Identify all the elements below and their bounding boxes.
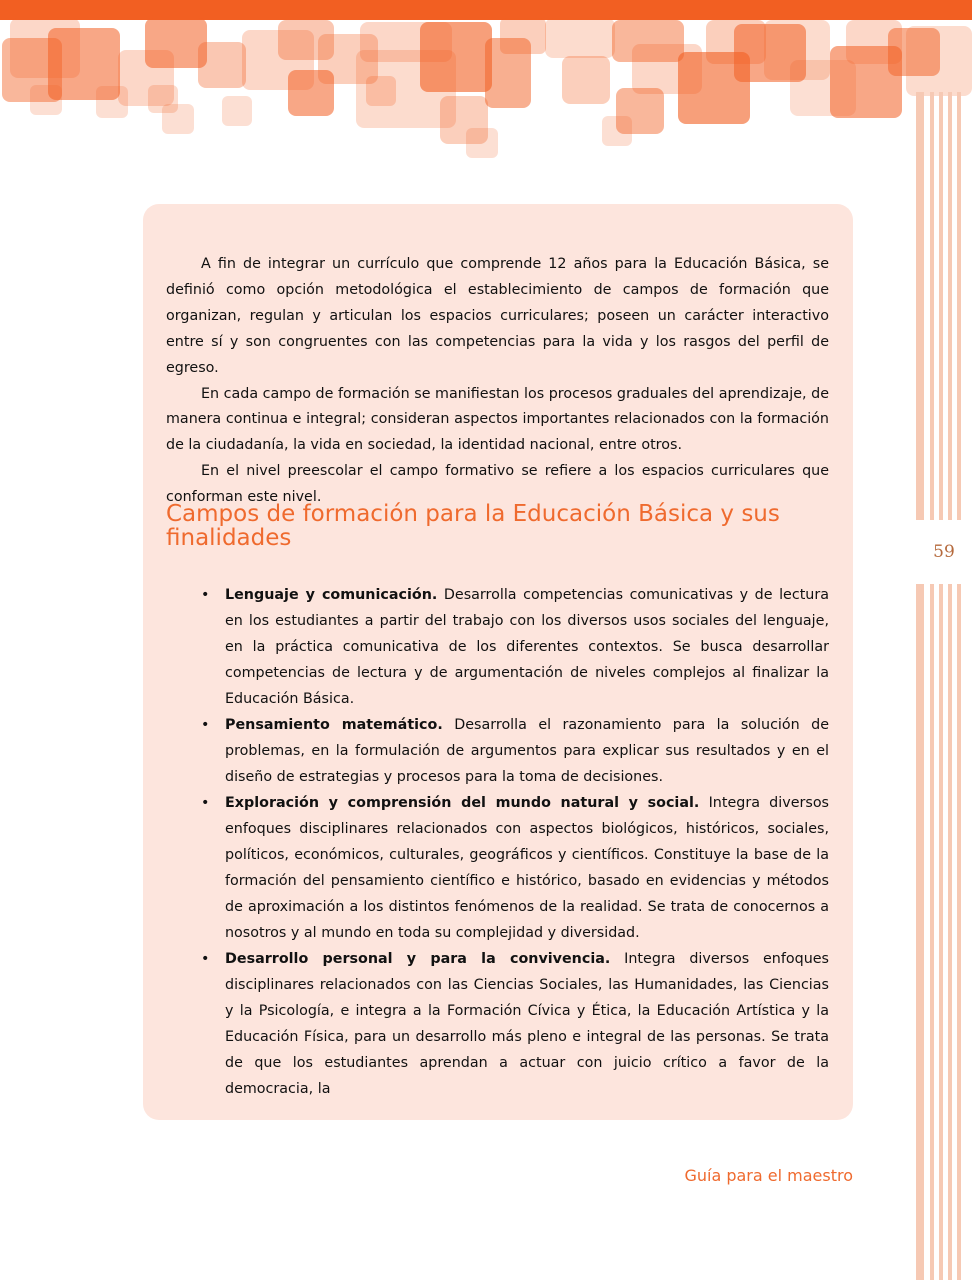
formation-fields-list	[225, 582, 829, 1102]
list-item-text: Desarrolla competencias comunicativas y de lectura en los estudiantes a partir del trabajo con los diversos usos sociales del lenguaje, en la práctica comunicativa de los diferentes contextos. Se busca desarrollar competencias de lectura y de argumentación de niveles complejos al finalizar la Educación Básica.	[225, 587, 830, 707]
footer-title: Guía para el maestro	[684, 1166, 853, 1185]
list-item-title: Lenguaje y comunicación.	[225, 587, 438, 603]
list-item-text: Integra diversos enfoques disciplinares relacionados con las Ciencias Sociales, las Humanidades, las Ciencias y la Psicología, e integra a la Formación Cívica y Ética, la Educación Artística y la Educación Física, para un desarrollo más pleno e integral de las personas. Se trata de que los estudiantes aprendan a actuar con juicio crítico a favor de la democracia, la	[225, 951, 829, 1097]
list-item	[225, 790, 829, 946]
intro-text	[166, 252, 829, 511]
vertical-stripe-border	[912, 92, 972, 1280]
list-item-title: Pensamiento matemático.	[225, 717, 443, 733]
page-number: 59	[933, 542, 955, 562]
list-item-title: Desarrollo personal y para la convivencia.	[225, 951, 611, 967]
list-item-text: Integra diversos enfoques disciplinares relacionados con aspectos biológicos, históricos, sociales, políticos, económicos, culturales, geográficos y científicos. Constituye la base de la formación del pensamiento científico e histórico, basado en evidencias y métodos de aproximación a los distintos fenómenos de la realidad. Se trata de conocernos a nosotros y al mundo en toda su complejidad y diversidad.	[225, 795, 830, 941]
list-item	[225, 946, 829, 1102]
section-heading: Campos de formación para la Educación Básica y sus finalidades	[166, 501, 780, 551]
decorative-squares-header	[0, 0, 972, 170]
paragraph: En el nivel preescolar el campo formativo se refiere a los espacios curriculares que conforman este nivel.	[166, 463, 829, 506]
list-item-title: Exploración y comprensión del mundo natural y social.	[225, 795, 700, 811]
page-number-badge	[916, 520, 972, 584]
list-item	[225, 582, 829, 712]
paragraph: En cada campo de formación se manifiestan los procesos graduales del aprendizaje, de manera continua e integral; consideran aspectos importantes relacionados con la formación de la ciudadanía, la vida en sociedad, la identidad nacional, entre otros.	[166, 385, 829, 454]
list-item-text: Desarrolla el razonamiento para la solución de problemas, en la formulación de argumentos para explicar sus resultados y en el diseño de estrategias y procesos para la toma de decisiones.	[225, 717, 830, 785]
list-item	[225, 712, 829, 790]
paragraph: A fin de integrar un currículo que comprende 12 años para la Educación Básica, se definió como opción metodológica el establecimiento de campos de formación que organizan, regulan y articulan los espacios curriculares; poseen un carácter interactivo entre sí y son congruentes con las competencias para la vida y los rasgos del perfil de egreso.	[166, 256, 829, 376]
